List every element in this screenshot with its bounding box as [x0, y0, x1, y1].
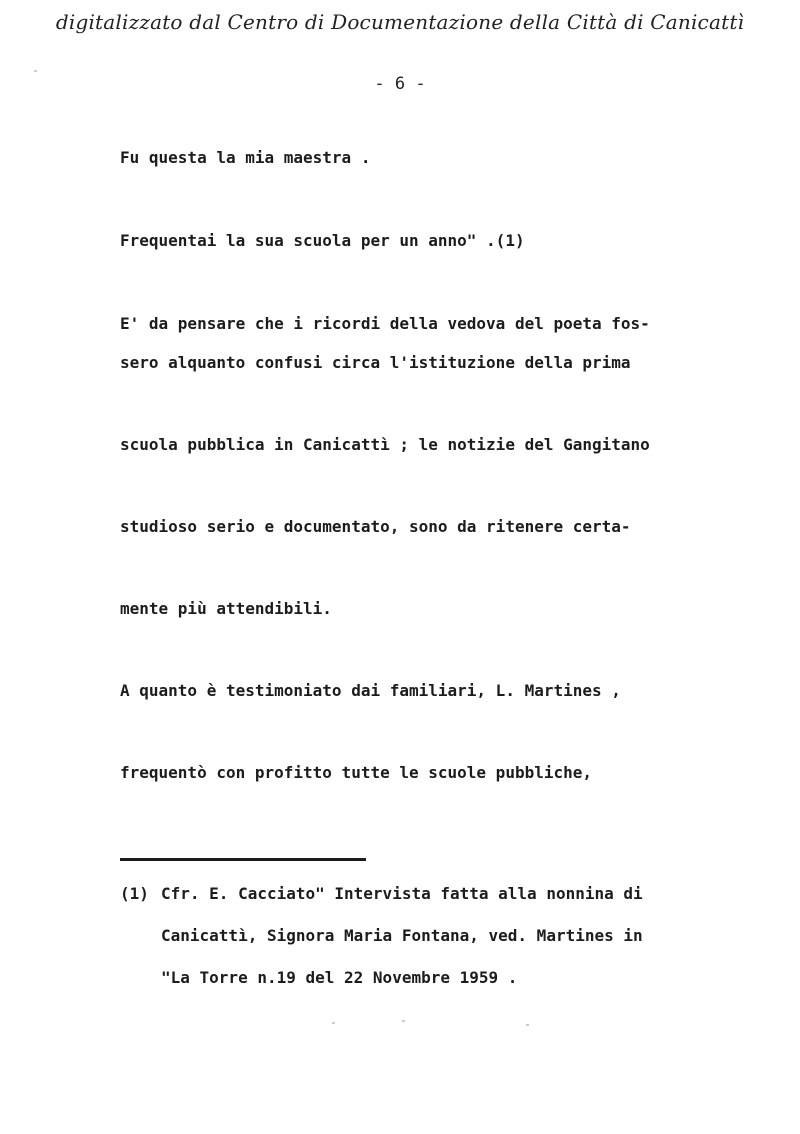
body-line: Fu questa la mia maestra .: [120, 148, 371, 167]
footnote-line: "La Torre n.19 del 22 Novembre 1959 .: [161, 968, 518, 987]
footnote-line: Cfr. E. Cacciato" Intervista fatta alla nonnina di: [161, 884, 643, 903]
digitization-header: digitalizzato dal Centro di Documentazione della Città di Canicattì: [55, 10, 745, 34]
scan-speck: [402, 1020, 405, 1022]
body-line: E' da pensare che i ricordi della vedova del poeta fos-: [120, 314, 650, 333]
footnote-marker: (1): [120, 884, 149, 903]
scan-speck: [332, 1022, 335, 1024]
scan-speck: [34, 70, 37, 72]
body-line: scuola pubblica in Canicattì ; le notizie del Gangitano: [120, 435, 650, 454]
body-line: studioso serio e documentato, sono da ritenere certa-: [120, 517, 631, 536]
body-line: sero alquanto confusi circa l'istituzione della prima: [120, 353, 631, 372]
footnote-line: Canicattì, Signora Maria Fontana, ved. Martines in: [161, 926, 643, 945]
page-number: - 6 -: [374, 74, 426, 94]
scan-speck: [526, 1024, 529, 1026]
body-line: mente più attendibili.: [120, 599, 332, 618]
body-line: frequentò con profitto tutte le scuole pubbliche,: [120, 763, 593, 782]
body-line: A quanto è testimoniato dai familiari, L. Martines ,: [120, 681, 621, 700]
body-line: Frequentai la sua scuola per un anno" .(1): [120, 231, 525, 250]
footnote-separator: [120, 858, 366, 861]
